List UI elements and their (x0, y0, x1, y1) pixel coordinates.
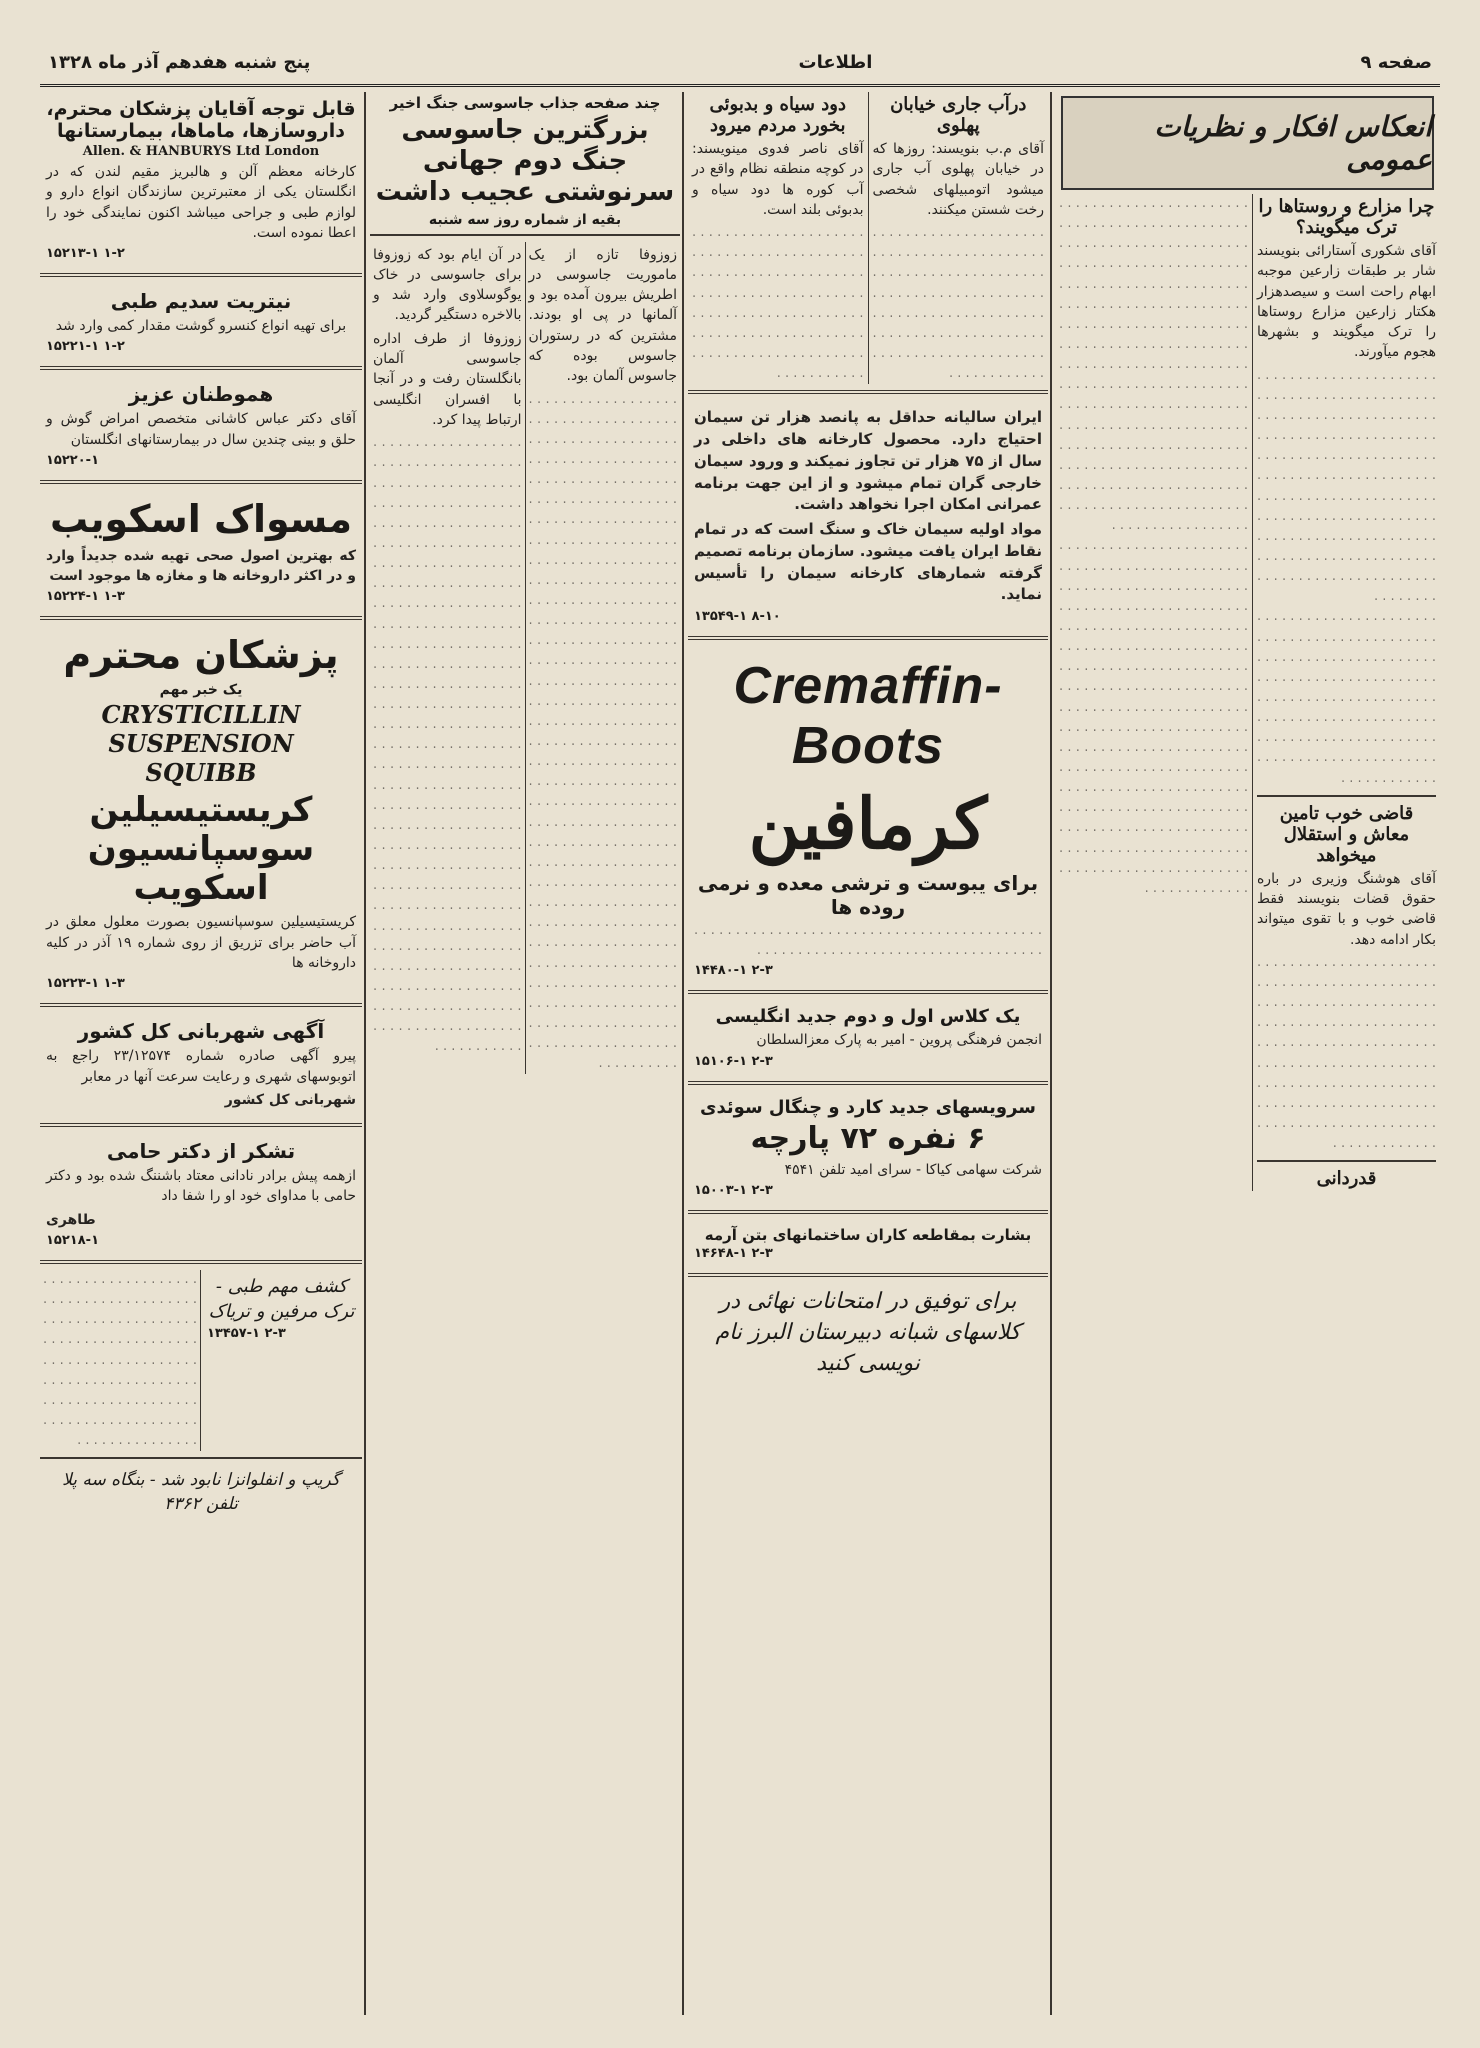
ad-reference: ۱۵۰۰۳-۱ ۲-۳ (694, 1182, 773, 1198)
ad-handwritten: گریپ و انفلوانزا نابود شد - بنگاه سه پلا تلفن ۴۳۶۲ (62, 1470, 340, 1515)
divider (40, 616, 362, 620)
ad-title: یک کلاس اول و دوم جدید انگلیسی (715, 1006, 1021, 1028)
divider (40, 1260, 362, 1264)
ad-title: پزشکان محترم (63, 633, 339, 678)
ad-reference: ۱۴۶۴۸-۱ ۲-۳ (694, 1245, 773, 1261)
cremaffin-persian: کرمافین (748, 782, 988, 866)
ad-body: ازهمه پیش برادر نادانی معتاد باشننگ شده بود و دکتر حامی با مداوای خود او را شفا داد (46, 1168, 356, 1205)
divider (40, 1003, 362, 1007)
ad-title: هموطنان عزیز (128, 382, 274, 407)
ad-filler: . . . . . . . . . . . . . . . . . . . . . . . . . . . . . . . . . . . . . . . . . . . . . . . . . . . . . . . . . . . . . . . . . . . . . . . . . . . . . (694, 923, 1042, 959)
story-filler: . . . . . . . . . . . . . . . . . . . . . . . . . . . . . . . . . . . . . . . . . . . . . . . . . . . . . . . . . . . . . . . . . . . . . . . . . . . . . . . . . . . . . . . . . . . . . . . . . . . . . . . . . . . . . . . . . . . . . . . . . . . . . . . . . . . . . . . . . . . . . . . . . . . . . . . . . . . . . . . . . . . . . . . . . . . . . . . . . . . . . . . . . . . . . . . . . . . . . . . . . . . . . . . . . . . . . . . . . . . . . . . . . . . . . . . . . . . . . . . . . . . . . . . . . . . . . . . . . . . . . . . . . . . . . . . . . . . . . . . . . . . . . . . . . . . . . . . . . . . . . . . . . . . . . . . . . . . . . . . . . . . . . . . . . . . . . . . . . . . . . . . . . . . . . . . . . . . . . . . . . . . . . . . . . . . . . . . . . . . . . . . . . . . . . . . . . . . . . . . . . . . . . . . . . . . . . . . . . . . . . . . . . . . . . . . . . . . . . . . . . . . . . . . . . . . . . . . . . . . . . . . . . . . . . . . . . . . . . . . . . . . . . . . . . . . . . . . . . . . . . . . . . . . . . . . . . . . . . . . . . . . . . . . . . . . . . . . . . . . . . . . . . . . . . . . . . . . . . . . . . . . . . . . . . . . . . . . . . . . . . . . . . . . . . . . . . . . . . . . . . . . . (528, 391, 677, 1072)
story-body: زوزوفا تازه از یک ماموریت جاسوسی در اطریش بیرون آمده بود و آلمانها در پی او بودند. مشترین که در رستوران جاسوس بوده که جاسوس آلمان بود. (528, 246, 677, 385)
column-ads (40, 92, 362, 2015)
ad-title: بشارت بمقاطعه کاران ساختمانهای بتن آرمه (704, 1225, 1032, 1244)
ad-body: کارخانه معظم آلن و هالبریز مقیم لندن که در انگلستان یکی از معتبرترین سازندگان انواع دارو و لوازم طبی و جراحی میباشد اکنون نمایندگی خود را اعطا نموده است. (46, 164, 356, 241)
article-filler: . . . . . . . . . . . . . . . . . . . . . . . . . . . . . . . . . . . . . . . . . . . . . . . . . . . . . . . . . . . . . . . . . . . . . . . . . . . . . . . . . . . . . . . . . . . . . . . . . . . . . . . . . . . . . . . . . . . . . . . . . . . . . . . . . . . . . . . . . . . . . . . . . . . . . . . . . . . . . . . . . . . . . . . . . . . . . . . . . . . . . . . . . . . . . . . . . . . . . . . . . . . . . . . . . . . . . . . . . . . . . . . . . . . . . . . . . . . . . . . . . . . . . . . . . . . . . . . . . . . . . . . . . . . . . . . . . . . . . . . . . . . . . . . . . . . . . . . . . . . . . . . . . . . . . . . . . . . . . . . . . . . . . . . . . . . . . . . . . . . . . . . . . . . . . . . . . . . . . . . . . . . . . . . . . . . . . . . . . . . . . . . . . (1059, 196, 1248, 534)
story-filler: . . . . . . . . . . . . . . . . . . . . . . . . . . . . . . . . . . . . . . . . . . . . . . . . . . . . . . . . . . . . . . . . . . . . . . . . . . . . . . . . . . . . . . . . . . . . . . . . . . . . . . . . . . . . . . . . . . . . . . . . . . . . . . . . . . . . . . . . . . . . . . . . . . . . . . . . . . . . . . . . . . . . . . . . . . . . . . . . . . . . . . . . . . . . . . . . . . . . . . . . . . . . . . . . . . . . . . . . . . . . . . . . . . . . . . . . . . . . . . . . . . . . . . . . . . . . . . . . . . . . . . . . . . . . . . . . . . . . . . . . . . . . . . . . . . . . . . . . . . . . . . . . . . . . . . . . . . . . . . . . . . . . . . . . . . . . . . . . . . . . . . . . . . . . . . . . . . . . . . . . . . . . . . . . . . . . . . . . . . . . . . . . . . . . . . . . . . . . . . . . . . . . . . . . . . . . . . . . . . . . . . . . . . . . . . . . . . . . . . . . . . . . . . . . . . . . . . . . . . . . . . . . . . . . . . . . . . . . . . . . . . . . . . . . . . . . . . . . . . . . . . . . . . . . . . . . . . . . . . . . . . . . . . . . . . . . . . . . . . . . . . . . . . . . . . . (373, 435, 522, 1055)
article-title: دود سیاه و بدبوئی بخورد مردم میرود (709, 94, 846, 136)
ad-title: آگهی شهربانی کل کشور (77, 1019, 325, 1044)
ad-title: نیتریت سدیم طبی (110, 289, 292, 314)
ad-body: کریستیسیلین سوسپانسیون بصورت معلول معلق در آب حاضر برای تزریق از روی شماره ۱۹ آذر در کلیه داروخانه ها (46, 914, 357, 971)
ad-reference: ۱۵۲۲۰-۱ (46, 453, 100, 469)
column-espionage-story (370, 92, 680, 2015)
column-letters-and-ads (688, 92, 1048, 2015)
ad-reference: ۱۵۲۲۱-۱ ۱-۲ (46, 339, 125, 355)
ad-reference: ۱۵۲۱۸-۱ (46, 1233, 100, 1248)
cremaffin-latin: Cremaffin-Boots (733, 657, 1003, 776)
squibb-toothbrush-ad (40, 490, 362, 610)
flu-ad (40, 1465, 362, 1521)
article-filler: . . . . . . . . . . . . . . . . . . . . . . . . . . . . . . . . . . . . . . . . . . . . . . . . . . . . . . . . . . . . . . . . . . . . . . . . . . . . . . . . . . . . . . . . . . . . . . . . . . . . . . . . . . . . . . . . . . . . . . . . . . . . . . . . . . . . . . . . . . . . . . . . . . . . . . . . . . . . . . . . . . . . . . . (43, 1272, 197, 1449)
ad-reference: ۱۳۵۴۹-۱ ۸-۱۰ (694, 609, 781, 625)
newspaper-page (40, 40, 1440, 2015)
ad-body: برای تهیه انواع کنسرو گوشت مقدار کمی وارد شد (55, 318, 347, 335)
ad-latin-1: CRYSTICILLIN SUSPENSION (101, 700, 301, 759)
ad-reference: ۱۵۱۰۶-۱ ۲-۳ (694, 1053, 773, 1069)
story-body: زوزوفا از طرف اداره جاسوسی آلمان بانگلستان رفت و در آنجا با افسران انگلیسی ارتباط پیدا کرد. (373, 330, 522, 428)
story-headline: بزرگترین جاسوسی جنگ دوم جهانی سرنوشتی عجیب داشت (375, 115, 675, 208)
divider (40, 480, 362, 484)
ad-reference: ۱۵۲۲۴-۱ ۱-۳ (46, 589, 125, 605)
article-title: چرا مزارع و روستاها را ترک میگویند؟ (1258, 196, 1435, 238)
divider (40, 273, 362, 277)
divider (688, 1273, 1048, 1277)
divider (370, 234, 680, 236)
ad-body: شرکت سهامی کیاکا - سرای امید تلفن ۴۵۴۱ (784, 1161, 1042, 1178)
divider (40, 1123, 362, 1127)
article-filler: . . . . . . . . . . . . . . . . . . . . . . . . . . . . . . . . . . . . . . . . . . . . . . . . . . . . . . . . . . . . . . . . . . . . . . . . . . . . . . . . . . . . . . . . . . . . . . . . . . . . . . . . . . . . . . . . . . . . . . . . . . . . . . . . . . . . . . . . . . . . . . . . . . . . . . . . . . . . . . . . . . . . . . . . . . . . . . . . . . . . . . . . . . . . . . . . . . . . . . . . . . . . . . . . . . . . . . . . . . . . . . . . . . . . . . . . . . . . . . . . . . . . . . . . . . (1256, 367, 1436, 605)
ent-doctor-ad (40, 376, 362, 474)
police-notice (40, 1013, 362, 1117)
ad-title: قابل توجه آقایان پزشکان محترم، داروسازها، ماماها، بیمارستانها (46, 98, 356, 142)
section-banner: انعکاس افکار و نظریات عمومی (1061, 96, 1434, 190)
article-filler: . . . . . . . . . . . . . . . . . . . . . . . . . . . . . . . . . . . . . . . . . . . . . . . . . . . . . . . . . . . . . . . . . . . . . . . . . . . . . . . . . . . . . . . . . . . . . . . . . . . . . . . . . . . . . . . . . . . . . . . . . . . . . . . . . . . . . . . . . . . . . . . . . . . . . . . . . . . . . . . . . . . . . . . . . . . . . . . . . . . . . . . . . . . . (1256, 609, 1436, 786)
cement-body: ایران سالیانه حداقل به پانصد هزار تن سیمان احتیاج دارد. محصول کارخانه های داخلی در سال از ۷۵ هزار تن تجاوز نمیکند و ورود سیمان خارجی گران تمام میشود و از این جهت برنامه عمرانی امکان اجرا نخواهد داشت. (694, 408, 1042, 514)
divider (40, 366, 362, 370)
divider (688, 1210, 1048, 1214)
issue-date: پنج شنبه هفدهم آذر ماه ۱۳۲۸ (48, 51, 311, 73)
cremaffin-tagline: برای یبوست و ترشی معده و نرمی روده ها (697, 871, 1039, 920)
column-rule (682, 92, 684, 2015)
column-public-opinion (1055, 92, 1440, 2015)
ad-title: مسواک اسکویب (50, 497, 352, 542)
ad-title: تشکر از دکتر حامی (106, 1139, 296, 1164)
ad-body: پیرو آگهی صادره شماره ۲۳/۱۲۵۷۴ راجع به اتوبوسهای شهری و رعایت سرعت آنها در معابر (46, 1048, 356, 1085)
ad-persian-name: کریستیسیلین سوسپانسیون اسکویب (87, 790, 315, 909)
column-rule (1050, 92, 1052, 2015)
column-rule (364, 92, 366, 2015)
allen-hanburys-ad (40, 92, 362, 267)
crysticillin-ad (40, 626, 362, 997)
ad-title: سرویسهای جدید کارد و چنگال سوئدی (700, 1096, 1036, 1118)
article-body: آقای شکوری آستارائی بنویسند شار بر طبقات زارعین موجبه ابهام راحت است و سیصدهزار هکتار زارعین مزارع روستاها را ترک میگویند و بشهرها هجوم میآورند. (1256, 243, 1436, 361)
story-body: در آن ایام بود که زوزوفا برای جاسوسی در خاک یوگوسلاوی وارد شد و بالاخره دستگیر گردید. (373, 246, 522, 324)
ad-reference: ۱۵۲۲۳-۱ ۱-۳ (46, 976, 125, 992)
ad-body: انجمن فرهنگی پروین - امیر به پارک معزالسلطان (756, 1032, 1042, 1049)
divider (688, 990, 1048, 994)
article-title: قدردانی (1316, 1168, 1377, 1190)
article-title: درآب جاری خیابان پهلوی (890, 94, 1027, 136)
ad-reference: ۱۵۲۱۳-۱ ۱-۲ (46, 246, 125, 262)
ad-handwritten: کشف مهم طبی - ترک مرفین و تریاک (208, 1276, 355, 1323)
article-filler: . . . . . . . . . . . . . . . . . . . . . . . . . . . . . . . . . . . . . . . . . . . . . . . . . . . . . . . . . . . . . . . . . . . . . . . . . . . . . . . . . . . . . . . . . . . . . . . . . . . . . . . . . . . . . . . . . . . . . . . . . . . . . . . . . . . . . . . . . . . . . . . . . . . . . . . . . . . . . . . . . . . . . . . . . . . . . . . . . . . . . . . . . . . . . . . . . . . . . . . . . . . . . . . . . . . (1256, 954, 1436, 1152)
divider (40, 1457, 362, 1459)
ad-body: که بهترین اصول صحی تهیه شده جدیداً وارد و در اکثر داروخانه ها و مغازه ها موجود است (46, 547, 356, 585)
story-kicker: چند صفحه جذاب جاسوسی جنگ اخیر (389, 94, 661, 112)
article-body: آقای ناصر فدوی مینویسند: در کوچه منطقه نظام واقع در آب کوره ها دود سیاه و بدبوئی بلند است. (692, 141, 864, 218)
exam-notice: برای توفیق در امتحانات نهائی در کلاسهای شبانه دبیرستان البرز نام نویسی کنید (715, 1288, 1021, 1376)
english-class-ad (688, 1000, 1048, 1074)
ad-subtitle: یک خبر مهم (159, 682, 243, 699)
ad-latin-2: SQUIBB (145, 758, 257, 788)
divider (1257, 1160, 1436, 1162)
morphine-ad (201, 1270, 362, 1451)
ad-reference: ۱۳۴۵۷-۱ ۲-۳ (206, 1326, 286, 1342)
building-ad (688, 1220, 1048, 1267)
divider (688, 636, 1048, 640)
divider (688, 390, 1048, 394)
article-body: آقای هوشنگ وزیری در باره حقوق قضات بنویسند فقط قاضی خوب و با تقوی میتواند بکار ادامه دهد. (1256, 870, 1436, 948)
ad-signature: شهربانی کل کشور (224, 1091, 356, 1108)
cutlery-ad (688, 1091, 1048, 1204)
page-number: صفحه ۹ (1360, 51, 1432, 73)
story-subhead: بقیه از شماره روز سه شنبه (428, 211, 622, 228)
divider (688, 1081, 1048, 1085)
ad-reference: ۱۴۴۸۰-۱ ۲-۳ (694, 963, 773, 979)
cement-body-2: مواد اولیه سیمان خاک و سنگ است که در تمام نقاط ایران یافت میشود. سازمان برنامه تصمیم گرفته شمارهای کارخانه سیمان را تأسیس نماید. (694, 520, 1042, 604)
newspaper-name: اطلاعات (798, 51, 873, 73)
exam-ad (688, 1283, 1048, 1383)
article-filler: . . . . . . . . . . . . . . . . . . . . . . . . . . . . . . . . . . . . . . . . . . . . . . . . . . . . . . . . . . . . . . . . . . . . . . . . . . . . . . . . . . . . . . . . . . . . . . . . . . . . . . . . . . . . . . . . . . . . . . . . . . . . . . . . . . . . . . . . . . . . . . . . . . . . . . . . . . . . . . (692, 225, 864, 382)
ad-latin: Allen. & HANBURYS Ltd London (82, 144, 320, 159)
article-filler: . . . . . . . . . . . . . . . . . . . . . . . . . . . . . . . . . . . . . . . . . . . . . . . . . . . . . . . . . . . . . . . . . . . . . . . . . . . . . . . . . . . . . . . . . . . . . . . . . . . . . . . . . . . . . . . . . . . . . . . . . . . . . . . . . . . . . . . . . . . . . . . . . . . . . . . . . . . . . . . (872, 225, 1044, 382)
ad-body: آقای دکتر عباس کاشانی متخصص امراض گوش و حلق و بینی چندین سال در بیمارستانهای انگلستان (46, 411, 356, 448)
ad-signature: طاهری (46, 1211, 96, 1228)
article-body: آقای م.ب بنویسند: روزها که در خیابان پهلوی آب جاری میشود اتومبیلهای شخصی رخت شستن میکنند. (872, 141, 1044, 218)
divider (1257, 795, 1436, 797)
masthead (40, 40, 1440, 87)
sodium-nitrite-ad (40, 283, 362, 360)
article-title: قاضی خوب تامین معاش و استقلال میخواهد (1279, 802, 1414, 866)
ad-price: ۶ نفره ۷۲ پارچه (750, 1120, 986, 1156)
cremaffin-ad (688, 646, 1048, 984)
thanks-notice (40, 1133, 362, 1254)
article-filler: . . . . . . . . . . . . . . . . . . . . . . . . . . . . . . . . . . . . . . . . . . . . . . . . . . . . . . . . . . . . . . . . . . . . . . . . . . . . . . . . . . . . . . . . . . . . . . . . . . . . . . . . . . . . . . . . . . . . . . . . . . . . . . . . . . . . . . . . . . . . . . . . . . . . . . . . . . . . . . . . . . . . . . . . . . . . . . . . . . . . . . . . . . . . . . . . . . . . . . . . . . . . . . . . . . . . . . . . . . . . . . . . . . . . . . . . . . . . . . . . . . . . . . . . . . . . . . . . . . . . . . . . . . . . . . . . . . . . . . . . . . . . . . . . . . . . . . . . . . . . . . . . . . . . . . . . . . . . . . . . . . . . . . . . . . . . . . . . . . . . . . . . . . . . . . . . . . . . . . . . . . . . . . . . . . . . . . . . . . . . . . . . . . . . . . . . . . . . . . . . . . . . (1059, 538, 1248, 896)
cement-notice (688, 400, 1048, 630)
